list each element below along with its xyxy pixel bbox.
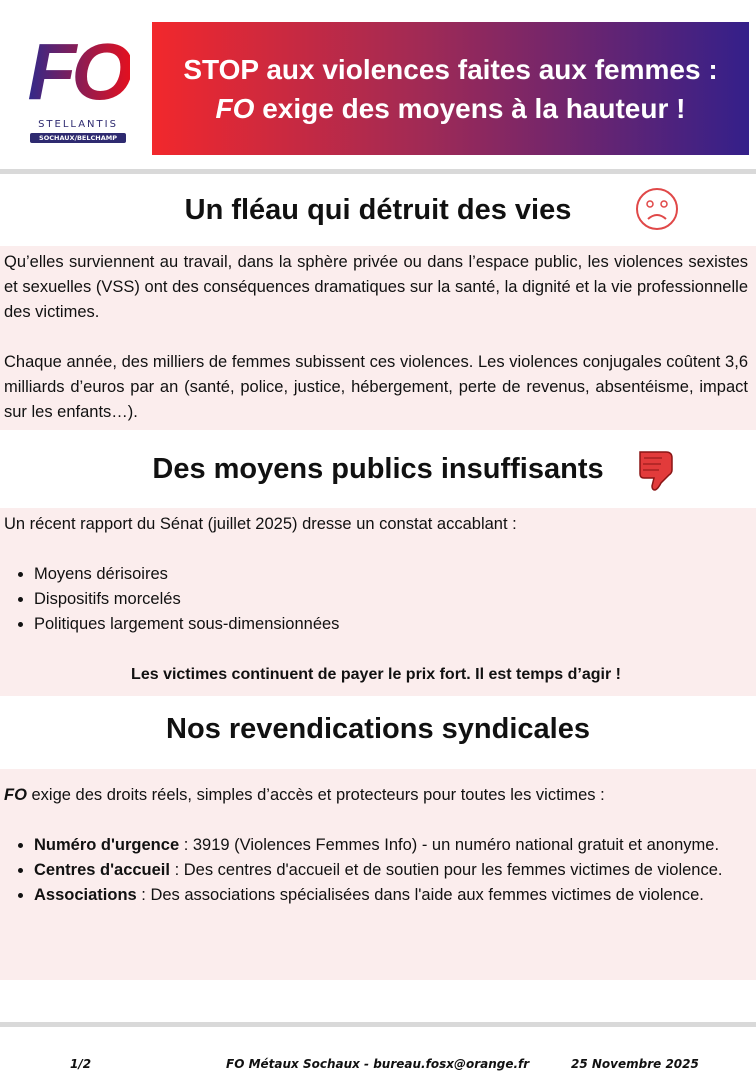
list-item <box>34 858 748 883</box>
footer-contact: FO Métaux Sochaux - bureau.fosx@orange.fr <box>226 1057 530 1071</box>
list-item: • Dispositifs morcelés <box>34 587 748 612</box>
footer-date: 25 Novembre 2025 <box>571 1057 699 1071</box>
fo-logo <box>26 28 130 148</box>
findings-list <box>34 562 748 637</box>
paragraph: Chaque année, des milliers de femmes subissent ces violences. Les violences conjugales coûtent 3,6 milliards d’euros par an (santé, police, justice, hébergement, perte de revenus, absentéisme, impact sur les enfants…). <box>4 353 748 421</box>
logo-site-badge: SOCHAUX/BELCHAMP <box>30 133 126 143</box>
paragraph <box>4 783 748 808</box>
banner-line1: STOP aux violences faites aux femmes : <box>183 54 718 85</box>
list-item: • Moyens dérisoires <box>34 562 748 587</box>
title-banner <box>152 22 749 155</box>
paragraph: Qu’elles surviennent au travail, dans la sphère privée ou dans l’espace public, les violences sexistes et sexuelles (VSS) ont des conséquences dramatiques sur la santé, la dignité et la vie professionnelle des victimes. <box>4 253 748 321</box>
section2-body <box>0 508 756 696</box>
fo-emphasis: FO <box>215 93 255 124</box>
conclusion: Les victimes continuent de payer le prix fort. Il est temps d’agir ! <box>131 666 621 683</box>
banner-line2-text: exige des moyens à la hauteur ! <box>254 93 686 124</box>
thumbs-down-icon <box>636 446 680 497</box>
section3-body <box>0 769 756 980</box>
section1-body <box>0 246 756 430</box>
divider <box>0 169 756 174</box>
section2-title: Des moyens publics insuffisants <box>152 453 604 485</box>
divider <box>0 1022 756 1027</box>
page-number: 1/2 <box>70 1057 92 1071</box>
item-text: : Des centres d'accueil et de soutien pour les femmes victimes de violence. <box>169 861 723 879</box>
paragraph: Un récent rapport du Sénat (juillet 2025) dresse un constat accablant : <box>4 515 517 533</box>
intro-text: exige des droits réels, simples d’accès et protecteurs pour toutes les victimes : <box>26 786 605 804</box>
item-label: Centres d'accueil <box>34 861 170 879</box>
fo-emphasis: FO <box>4 786 27 804</box>
section1-title: Un fléau qui détruit des vies <box>184 194 572 226</box>
item-label: Associations <box>34 886 137 904</box>
banner-line2 <box>152 89 749 128</box>
demands-list <box>34 833 748 908</box>
item-text: : Des associations spécialisées dans l'aide aux femmes victimes de violence. <box>136 886 704 904</box>
list-item <box>34 883 748 908</box>
item-label: Numéro d'urgence <box>34 836 180 854</box>
sad-face-icon <box>635 187 679 236</box>
list-item: • Politiques largement sous-dimensionnées <box>34 612 748 637</box>
item-text: : 3919 (Violences Femmes Info) - un numéro national gratuit et anonyme. <box>179 836 720 854</box>
logo-letters: FO <box>27 28 129 116</box>
list-item <box>34 833 748 858</box>
logo-stellantis: STELLANTIS <box>38 119 118 130</box>
section3-title: Nos revendications syndicales <box>166 713 590 745</box>
